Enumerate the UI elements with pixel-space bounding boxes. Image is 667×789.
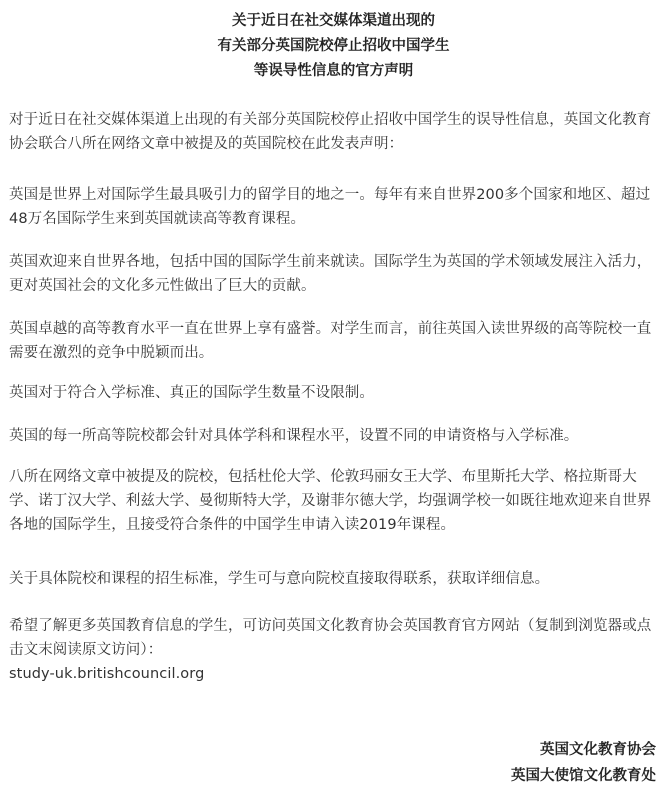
paragraph-line: 协会联合八所在网络文章中被提及的英国院校在此发表声明： — [9, 136, 404, 152]
title-line-2: 有关部分英国院校停止招收中国学生 — [217, 38, 450, 54]
paragraph-line: 英国的每一所高等院校都会针对具体学科和课程水平，设置不同的申请资格与入学标准。 — [9, 428, 579, 444]
paragraph-line: 英国是世界上对国际学生最具吸引力的留学目的地之一。每年有来自世界200多个国家和地区、超过 — [9, 187, 651, 203]
paragraph-eight-universities — [9, 465, 657, 537]
paragraph-uk-destination — [9, 183, 657, 231]
paragraph-welcome — [9, 250, 657, 298]
signature-british-council: 英国文化教育协会 — [540, 742, 656, 758]
paragraph-line: 希望了解更多英国教育信息的学生，可访问英国文化教育协会英国教育官方网站（复制到浏览器或点 — [9, 618, 652, 634]
paragraph-line: 八所在网络文章中被提及的院校，包括杜伦大学、伦敦玛丽女王大学、布里斯托大学、格拉斯哥大 — [9, 469, 637, 485]
signature-embassy-section: 英国大使馆文化教育处 — [511, 768, 656, 784]
paragraph-excellence — [9, 317, 657, 365]
paragraph-line: 学、诺丁汉大学、利兹大学、曼彻斯特大学，及谢菲尔德大学，均强调学校一如既往地欢迎来自世界 — [9, 493, 652, 509]
paragraph-line: 各地的国际学生，且接受符合条件的中国学生申请入读2019年课程。 — [9, 517, 456, 533]
paragraph-no-limit — [9, 381, 657, 405]
title-line-3: 等误导性信息的官方声明 — [253, 63, 414, 79]
paragraph-line: 需要在激烈的竞争中脱颖而出。 — [9, 345, 214, 361]
paragraph-line: 英国对于符合入学标准、真正的国际学生数量不设限制。 — [9, 385, 374, 401]
paragraph-line: 更对英国社会的文化多元性做出了巨大的贡献。 — [9, 278, 316, 294]
paragraph-line: 对于近日在社交媒体渠道上出现的有关部分英国院校停止招收中国学生的误导性信息，英国文化教育 — [9, 112, 652, 128]
paragraph-contact-institutions — [9, 567, 657, 591]
website-url: study-uk.britishcouncil.org — [9, 666, 205, 682]
paragraph-line: 英国欢迎来自世界各地，包括中国的国际学生前来就读。国际学生为英国的学术领域发展注入活力， — [9, 254, 652, 270]
paragraph-more-info — [9, 614, 657, 686]
paragraph-line: 48万名国际学生来到英国就读高等教育课程。 — [9, 211, 306, 227]
paragraph-intro — [9, 108, 657, 156]
paragraph-line: 关于具体院校和课程的招生标准，学生可与意向院校直接取得联系，获取详细信息。 — [9, 571, 550, 587]
paragraph-entry-requirements — [9, 424, 657, 448]
paragraph-line: 英国卓越的高等教育水平一直在世界上享有盛誉。对学生而言，前往英国入读世界级的高等院校一直 — [9, 321, 652, 337]
paragraph-line: 击文末阅读原文访问）： — [9, 642, 163, 658]
title-line-1: 关于近日在社交媒体渠道出现的 — [232, 13, 435, 29]
statement-title — [0, 9, 667, 84]
signature-block — [511, 737, 656, 789]
